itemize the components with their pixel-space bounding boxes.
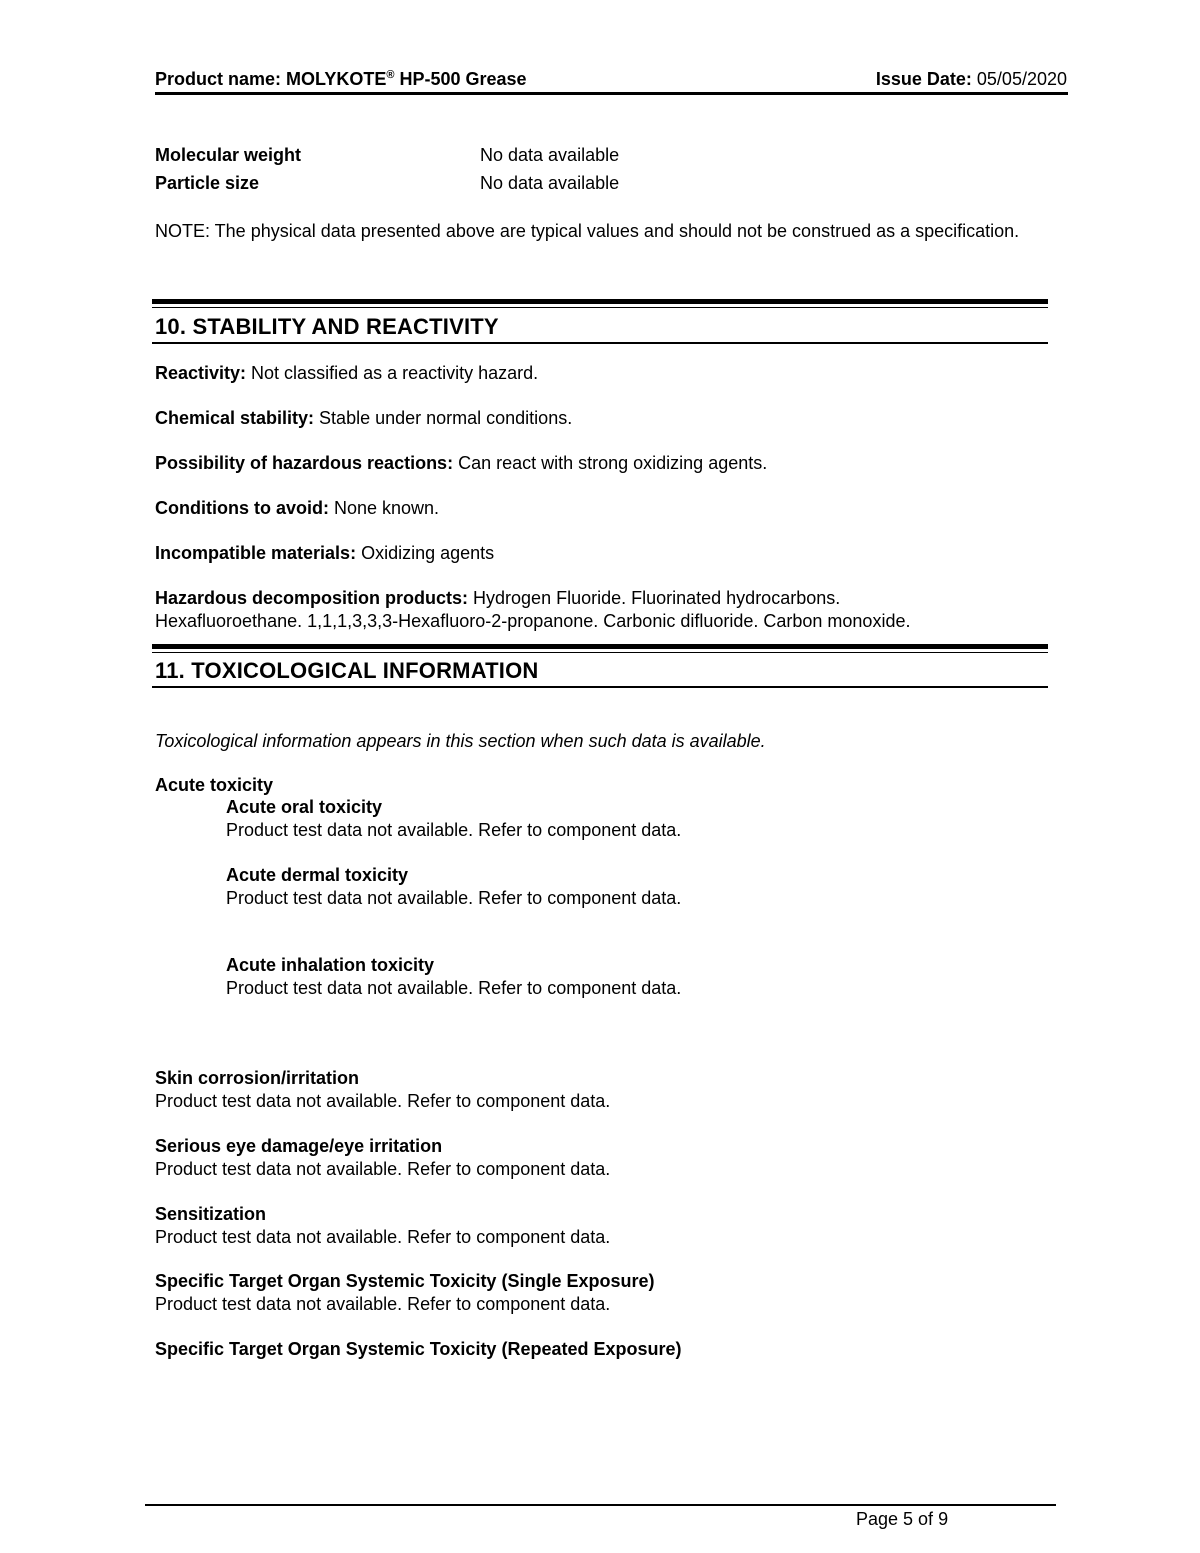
stot-repeated-heading: Specific Target Organ Systemic Toxicity (Repeated Exposure): [155, 1339, 682, 1359]
skin-corrosion-heading: Skin corrosion/irritation: [155, 1068, 360, 1088]
acute-oral-heading: Acute oral toxicity: [226, 797, 383, 817]
footer-rule: [145, 1504, 1056, 1506]
decomposition-products-line-2: Hexafluoroethane. 1,1,1,3,3,3-Hexafluoro-2-propanone. Carbonic difluoride. Carbon monoxide.: [155, 611, 911, 631]
acute-inhalation-text: Product test data not available. Refer to component data.: [226, 978, 682, 998]
reactivity-line: Reactivity: Not classified as a reactivity hazard.: [155, 363, 539, 383]
property-label: Molecular weight: [155, 145, 302, 165]
chemical-stability-line: Chemical stability: Stable under normal conditions.: [155, 408, 573, 428]
acute-inhalation-heading: Acute inhalation toxicity: [226, 955, 435, 975]
section-rule-thin: [152, 652, 1048, 653]
section-rule-top: [152, 299, 1048, 304]
skin-corrosion-text: Product test data not available. Refer to component data.: [155, 1091, 611, 1111]
acute-toxicity-heading: Acute toxicity: [155, 775, 274, 795]
product-name: Product name: MOLYKOTE® HP-500 Grease: [155, 69, 527, 89]
section-rule-top: [152, 644, 1048, 649]
property-value: No data available: [480, 145, 620, 165]
eye-damage-text: Product test data not available. Refer to component data.: [155, 1159, 611, 1179]
property-value: No data available: [480, 173, 620, 193]
section-rule-bottom: [152, 342, 1048, 344]
sensitization-text: Product test data not available. Refer to component data.: [155, 1227, 611, 1247]
stot-single-text: Product test data not available. Refer to component data.: [155, 1294, 611, 1314]
hazardous-reactions-line: Possibility of hazardous reactions: Can react with strong oxidizing agents.: [155, 453, 768, 473]
header-rule: [155, 92, 1068, 95]
acute-dermal-text: Product test data not available. Refer to component data.: [226, 888, 682, 908]
decomposition-products-line: Hazardous decomposition products: Hydrogen Fluoride. Fluorinated hydrocarbons.: [155, 588, 841, 608]
conditions-to-avoid-line: Conditions to avoid: None known.: [155, 498, 440, 518]
section-11-title: 11. TOXICOLOGICAL INFORMATION: [155, 658, 539, 683]
note-paragraph: NOTE: The physical data presented above are typical values and should not be construed as a specification.: [155, 221, 1020, 241]
acute-dermal-heading: Acute dermal toxicity: [226, 865, 409, 885]
page-number: Page 5 of 9: [856, 1509, 949, 1529]
section-10-title: 10. STABILITY AND REACTIVITY: [155, 314, 499, 339]
acute-oral-text: Product test data not available. Refer to component data.: [226, 820, 682, 840]
property-label: Particle size: [155, 173, 260, 193]
section-rule-thin: [152, 307, 1048, 308]
toxicology-intro: Toxicological information appears in this section when such data is available.: [155, 731, 766, 751]
section-rule-bottom: [152, 686, 1048, 688]
stot-single-heading: Specific Target Organ Systemic Toxicity (Single Exposure): [155, 1271, 655, 1291]
sensitization-heading: Sensitization: [155, 1204, 267, 1224]
eye-damage-heading: Serious eye damage/eye irritation: [155, 1136, 443, 1156]
issue-date: Issue Date: 05/05/2020: [875, 69, 1067, 89]
incompatible-materials-line: Incompatible materials: Oxidizing agents: [155, 543, 495, 563]
